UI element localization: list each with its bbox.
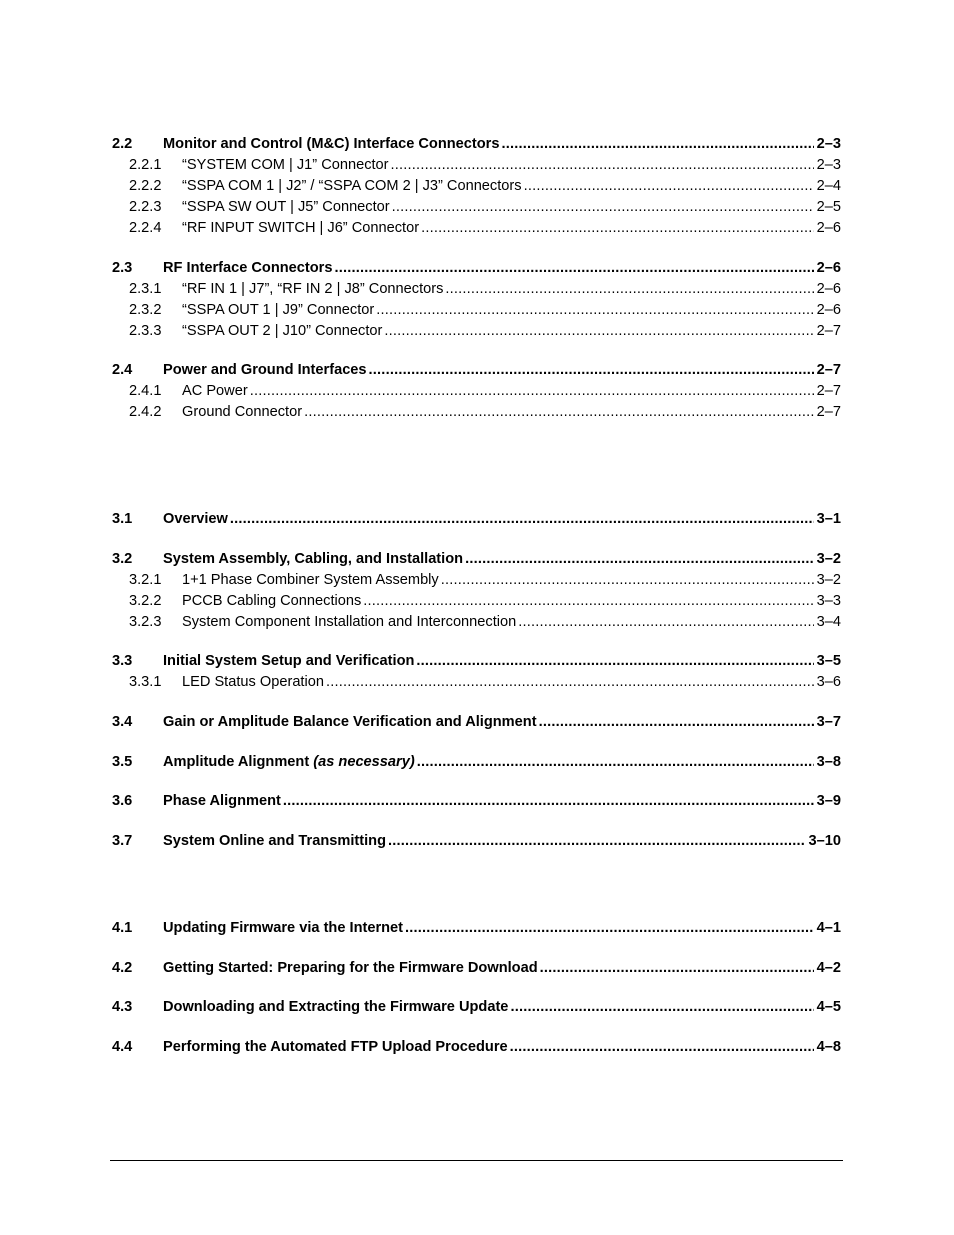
toc-title: Ground Connector <box>182 404 303 420</box>
toc-number: 3.2.1 <box>129 572 162 588</box>
toc-page-ref: 2–7 <box>816 323 841 339</box>
toc-number: 3.4 <box>112 714 133 730</box>
toc-title: Performing the Automated FTP Upload Procedure <box>163 1039 508 1055</box>
toc-page-ref: 2–6 <box>816 302 841 318</box>
toc-title: PCCB Cabling Connections <box>182 593 362 609</box>
toc-entry-2-2[interactable] <box>112 134 841 154</box>
toc-title-italic: (as necessary) <box>313 754 415 770</box>
toc-leader <box>369 360 814 380</box>
toc-page-ref: 2–6 <box>816 220 841 236</box>
toc-page-ref: 4–2 <box>816 960 841 976</box>
toc-entry-2-4-2[interactable] <box>112 402 841 422</box>
toc-number: 3.1 <box>112 511 133 527</box>
toc-number: 2.3.3 <box>129 323 162 339</box>
toc-leader <box>250 381 814 401</box>
toc-entry-3-3[interactable] <box>112 651 841 671</box>
toc-number: 2.4 <box>112 362 133 378</box>
toc-number: 2.3 <box>112 260 133 276</box>
toc-entry-3-4[interactable] <box>112 712 841 732</box>
toc-title: Overview <box>163 511 228 527</box>
toc-leader <box>540 958 814 978</box>
toc-leader <box>283 791 814 811</box>
toc-entry-2-3-3[interactable] <box>112 321 841 341</box>
toc-number: 3.2.2 <box>129 593 162 609</box>
toc-title <box>163 752 415 772</box>
toc-title: “RF INPUT SWITCH | J6” Connector <box>182 220 420 236</box>
toc-title: Getting Started: Preparing for the Firmware Download <box>163 960 538 976</box>
toc-leader <box>384 321 813 341</box>
toc-page-ref: 2–3 <box>816 136 841 152</box>
toc-title: 1+1 Phase Combiner System Assembly <box>182 572 439 588</box>
toc-number: 3.3 <box>112 653 133 669</box>
toc-leader <box>510 1037 814 1057</box>
toc-title: Power and Ground Interfaces <box>163 362 367 378</box>
toc-entry-3-3-1[interactable] <box>112 672 841 692</box>
toc-page-ref: 2–6 <box>816 281 841 297</box>
toc-number: 2.2.4 <box>129 220 162 236</box>
toc-title: “SSPA OUT 2 | J10” Connector <box>182 323 383 339</box>
toc-entry-3-2[interactable] <box>112 549 841 569</box>
toc-page-ref: 2–4 <box>816 178 841 194</box>
toc-leader <box>376 300 813 320</box>
toc-page-ref: 2–5 <box>816 199 841 215</box>
toc-entry-3-7[interactable] <box>112 831 841 851</box>
toc-page-ref: 4–1 <box>816 920 841 936</box>
toc-leader <box>388 831 806 851</box>
toc-title: Phase Alignment <box>163 793 281 809</box>
toc-leader <box>326 672 814 692</box>
toc-page-ref: 3–2 <box>816 551 841 567</box>
toc-title: Updating Firmware via the Internet <box>163 920 404 936</box>
toc-number: 3.2.3 <box>129 614 162 630</box>
toc-page-ref: 3–4 <box>816 614 841 630</box>
toc-title: Initial System Setup and Verification <box>163 653 415 669</box>
toc-title: Downloading and Extracting the Firmware Update <box>163 999 509 1015</box>
footer-divider <box>110 1160 843 1161</box>
toc-entry-3-6[interactable] <box>112 791 841 811</box>
toc-leader <box>421 218 814 238</box>
toc-entry-3-2-1[interactable] <box>112 570 841 590</box>
toc-entry-4-4[interactable] <box>112 1037 841 1057</box>
toc-page-ref: 3–1 <box>816 511 841 527</box>
toc-page-ref: 2–7 <box>816 383 841 399</box>
toc-leader <box>524 176 814 196</box>
toc-page-ref: 4–8 <box>816 1039 841 1055</box>
toc-page-ref: 3–10 <box>808 833 841 849</box>
toc-entry-2-2-1[interactable] <box>112 155 841 175</box>
toc-page-ref: 3–6 <box>816 674 841 690</box>
toc-page-ref: 2–7 <box>816 404 841 420</box>
toc-number: 2.4.2 <box>129 404 162 420</box>
toc-leader <box>441 570 814 590</box>
toc-page-ref: 2–6 <box>816 260 841 276</box>
toc-number: 4.3 <box>112 999 133 1015</box>
toc-number: 3.3.1 <box>129 674 162 690</box>
toc-title: System Component Installation and Interconnection <box>182 614 517 630</box>
toc-entry-3-1[interactable] <box>112 509 841 529</box>
toc-entry-4-3[interactable] <box>112 997 841 1017</box>
toc-entry-3-2-2[interactable] <box>112 591 841 611</box>
toc-title: AC Power <box>182 383 248 399</box>
toc-number: 4.1 <box>112 920 133 936</box>
toc-title: “SSPA COM 1 | J2” / “SSPA COM 2 | J3” Connectors <box>182 178 522 194</box>
toc-entry-4-2[interactable] <box>112 958 841 978</box>
toc-title: Gain or Amplitude Balance Verification and Alignment <box>163 714 537 730</box>
toc-title: “SSPA SW OUT | J5” Connector <box>182 199 390 215</box>
toc-leader <box>518 612 813 632</box>
toc-entry-2-4-1[interactable] <box>112 381 841 401</box>
toc-leader <box>304 402 814 422</box>
toc-leader <box>334 258 813 278</box>
toc-title: “RF IN 1 | J7”, “RF IN 2 | J8” Connectors <box>182 281 444 297</box>
toc-title: LED Status Operation <box>182 674 324 690</box>
toc-title: “SSPA OUT 1 | J9” Connector <box>182 302 375 318</box>
toc-title: System Online and Transmitting <box>163 833 387 849</box>
toc-page-ref: 3–2 <box>816 572 841 588</box>
toc-leader <box>392 197 814 217</box>
toc-leader <box>501 134 813 154</box>
toc-title-text: Amplitude Alignment <box>163 754 314 770</box>
toc-number: 3.2 <box>112 551 133 567</box>
toc-leader <box>230 509 814 529</box>
toc-leader <box>405 918 814 938</box>
toc-number: 2.2.3 <box>129 199 162 215</box>
toc-title: System Assembly, Cabling, and Installation <box>163 551 464 567</box>
toc-title: RF Interface Connectors <box>163 260 333 276</box>
toc-page-ref: 4–5 <box>816 999 841 1015</box>
toc-entry-2-2-3[interactable] <box>112 197 841 217</box>
toc-title: Monitor and Control (M&C) Interface Connectors <box>163 136 500 152</box>
toc-leader <box>417 752 814 772</box>
toc-entry-2-3[interactable] <box>112 258 841 278</box>
toc-page-ref: 2–3 <box>816 157 841 173</box>
toc-entry-2-3-2[interactable] <box>112 300 841 320</box>
toc-leader <box>445 279 813 299</box>
toc-page-ref: 3–5 <box>816 653 841 669</box>
toc-number: 2.4.1 <box>129 383 162 399</box>
toc-number: 4.2 <box>112 960 133 976</box>
toc-title: “SYSTEM COM | J1” Connector <box>182 157 389 173</box>
toc-entry-2-3-1[interactable] <box>112 279 841 299</box>
toc-number: 4.4 <box>112 1039 133 1055</box>
toc-page-ref: 2–7 <box>816 362 841 378</box>
toc-entry-4-1[interactable] <box>112 918 841 938</box>
toc-entry-3-5[interactable] <box>112 752 841 772</box>
toc-number: 2.3.2 <box>129 302 162 318</box>
toc-entry-3-2-3[interactable] <box>112 612 841 632</box>
toc-page-ref: 3–3 <box>816 593 841 609</box>
toc-number: 3.6 <box>112 793 133 809</box>
toc-entry-2-4[interactable] <box>112 360 841 380</box>
toc-number: 2.2.2 <box>129 178 162 194</box>
toc-number: 2.2 <box>112 136 133 152</box>
toc-entry-2-2-2[interactable] <box>112 176 841 196</box>
toc-page-ref: 3–9 <box>816 793 841 809</box>
toc-leader <box>510 997 813 1017</box>
toc-entry-2-2-4[interactable] <box>112 218 841 238</box>
toc-number: 2.3.1 <box>129 281 162 297</box>
toc-number: 2.2.1 <box>129 157 162 173</box>
toc-leader <box>465 549 814 569</box>
toc-number: 3.5 <box>112 754 133 770</box>
toc-leader <box>416 651 813 671</box>
toc-page-ref: 3–7 <box>816 714 841 730</box>
toc-leader <box>539 712 814 732</box>
toc-leader <box>363 591 813 611</box>
toc-page-ref: 3–8 <box>816 754 841 770</box>
toc-leader <box>391 155 814 175</box>
toc-number: 3.7 <box>112 833 133 849</box>
